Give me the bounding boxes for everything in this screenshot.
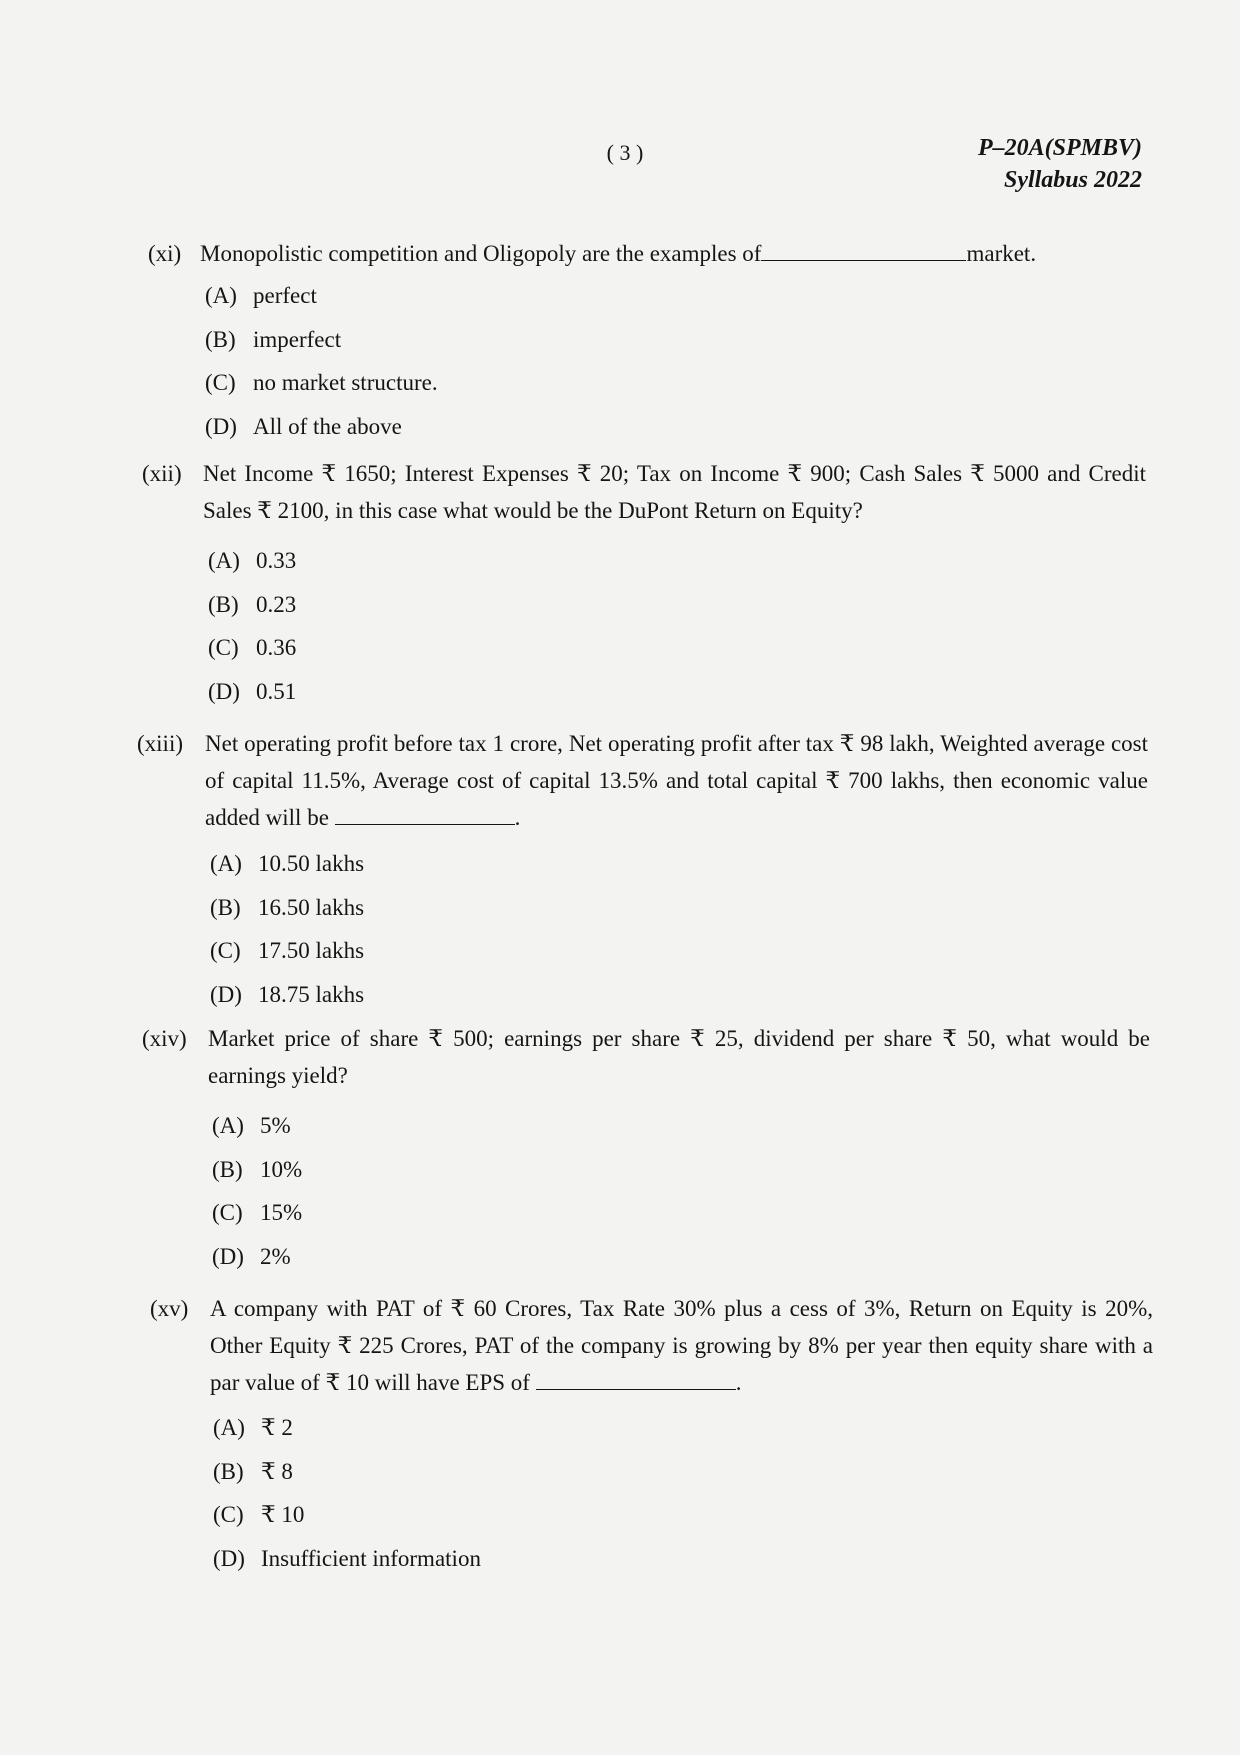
option-label: (A) [205, 283, 237, 308]
option-a [205, 280, 438, 324]
question-text-end: . [735, 1370, 742, 1395]
option-text: 0.51 [256, 678, 297, 704]
option-text: 17.50 lakhs [258, 938, 365, 963]
option-label: (B) [208, 591, 239, 617]
question-number: (xiii) [137, 731, 183, 756]
option-b [213, 1456, 481, 1500]
option-d [210, 979, 364, 1023]
question-number: (xv) [150, 1296, 189, 1321]
options-list [212, 1110, 302, 1284]
option-label: (C) [208, 635, 239, 660]
question-text-end: . [514, 805, 521, 830]
options-list [208, 545, 296, 719]
option-label: (D) [213, 1545, 245, 1571]
option-text: 0.23 [256, 591, 297, 617]
option-label: (A) [210, 851, 242, 876]
option-label: (A) [213, 1415, 245, 1440]
option-text: 5% [260, 1113, 291, 1138]
option-text: perfect [253, 283, 317, 308]
question-text-start: Market price of share ₹ 500; earnings per share ₹ 25, dividend per share ₹ 50, what would be earnings yield? [208, 1026, 1150, 1088]
option-text: ₹ 10 [261, 1502, 305, 1527]
option-d [212, 1241, 302, 1285]
option-label: (A) [208, 548, 240, 573]
option-text: 10.50 lakhs [258, 851, 365, 876]
option-label: (B) [210, 894, 241, 920]
option-c [205, 367, 438, 411]
option-a [213, 1412, 481, 1456]
option-text: 10% [260, 1156, 303, 1182]
question-text-start: Net operating profit before tax 1 crore, Net operating profit after tax ₹ 98 lakh, Weighted average cost of capital 11.5%, Average cost of capital 13.5% and total capital ₹ 700 lakhs, then economic value added will be [205, 731, 1148, 830]
option-text: Insufficient information [261, 1545, 481, 1571]
option-b [208, 589, 296, 633]
option-label: (C) [213, 1502, 244, 1527]
answer-blank [335, 806, 515, 825]
option-b [212, 1154, 302, 1198]
option-b [210, 892, 364, 936]
option-label: (C) [212, 1200, 243, 1225]
option-d [208, 676, 296, 720]
option-d [205, 411, 438, 455]
question-text [200, 235, 1145, 272]
option-label: (D) [208, 678, 240, 704]
option-a [212, 1110, 302, 1154]
option-c [208, 632, 296, 676]
option-label: (B) [213, 1458, 244, 1484]
option-label: (A) [212, 1113, 244, 1138]
option-text: 15% [260, 1200, 303, 1225]
option-label: (C) [205, 370, 236, 395]
paper-code: P–20A(SPMBV) [977, 135, 1142, 161]
question-text-start: A company with PAT of ₹ 60 Crores, Tax Rate 30% plus a cess of 3%, Return on Equity is 20%, Other Equity ₹ 225 Crores, PAT of the company is growing by 8% per year then equity share with a par value of ₹ 10 will have EPS of [210, 1296, 1153, 1395]
options-list [213, 1412, 481, 1586]
question-text [210, 1290, 1153, 1401]
option-c [210, 935, 364, 979]
answer-blank [536, 1371, 736, 1390]
option-label: (B) [212, 1156, 243, 1182]
syllabus-label: Syllabus 2022 [1003, 167, 1142, 193]
option-c [212, 1197, 302, 1241]
option-text: 16.50 lakhs [258, 894, 365, 920]
question-text-start: Net Income ₹ 1650; Interest Expenses ₹ 20; Tax on Income ₹ 900; Cash Sales ₹ 5000 and Credit Sales ₹ 2100, in this case what would be the DuPont Return on Equity? [203, 461, 1146, 523]
option-label: (D) [210, 981, 242, 1007]
page-number: ( 3 ) [606, 140, 644, 165]
option-text: imperfect [253, 326, 342, 352]
option-a [210, 848, 364, 892]
option-text: 2% [260, 1243, 291, 1269]
option-text: no market structure. [253, 370, 438, 395]
question-number: (xiv) [142, 1026, 187, 1051]
paper-header [978, 132, 1142, 196]
option-text: 0.36 [256, 635, 297, 660]
option-b [205, 324, 438, 368]
question-text-start: Monopolistic competition and Oligopoly are the examples of [200, 241, 762, 266]
options-list [205, 280, 438, 454]
option-c [213, 1499, 481, 1543]
option-label: (D) [205, 413, 237, 439]
option-text: 0.33 [256, 548, 297, 573]
option-text: 18.75 lakhs [258, 981, 365, 1007]
option-text: ₹ 2 [261, 1415, 293, 1440]
question-text [208, 1020, 1150, 1094]
option-text: ₹ 8 [261, 1458, 293, 1484]
question-number: (xii) [142, 461, 182, 486]
answer-blank [761, 242, 966, 261]
question-text-end: market. [966, 241, 1037, 266]
option-label: (C) [210, 938, 241, 963]
option-text: All of the above [253, 413, 402, 439]
option-label: (D) [212, 1243, 244, 1269]
option-d [213, 1543, 481, 1587]
option-a [208, 545, 296, 589]
question-number: (xi) [148, 241, 182, 266]
question-text [205, 725, 1148, 836]
options-list [210, 848, 364, 1022]
question-text [203, 455, 1146, 529]
option-label: (B) [205, 326, 236, 352]
